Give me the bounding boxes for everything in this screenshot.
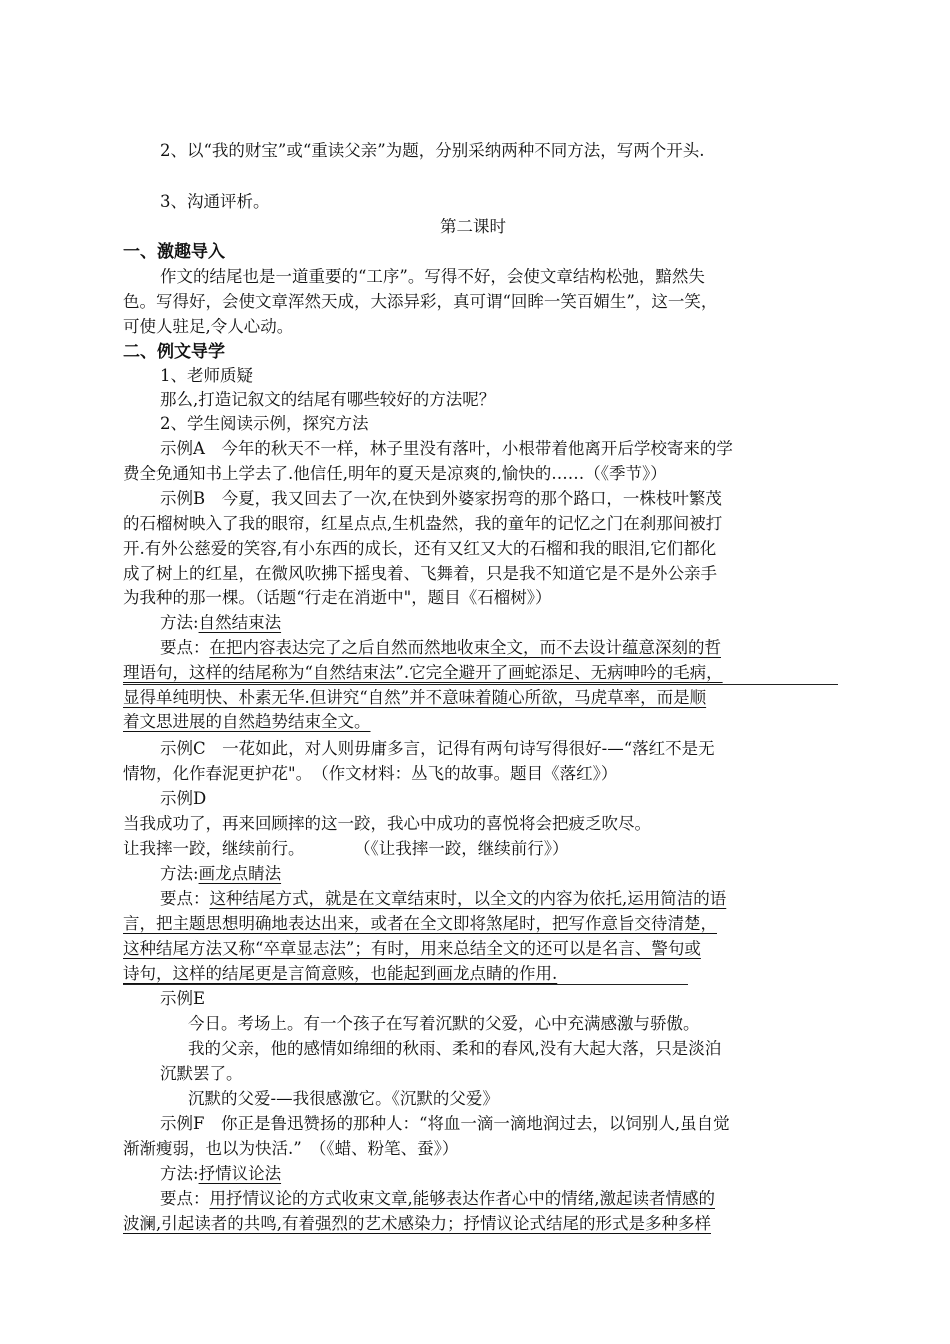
example-e-line-3: 沉默罢了。	[160, 1064, 243, 1083]
example-b-line-2: 的石榴树映入了我的眼帘，红星点点,生机盎然，我的童年的记忆之门在刹那间被打	[123, 514, 723, 533]
example-e-heading: 示例E	[160, 989, 206, 1008]
key-point-3-line-1: 要点：用抒情议论的方式收束文章,能够表达作者心中的情绪,激起读者情感的	[160, 1189, 715, 1208]
method-2-name: 画龙点睛法	[198, 864, 282, 883]
key-point-1-label: 要点：	[160, 638, 210, 657]
method-2	[160, 862, 281, 886]
example-e-line-4: 沉默的父爱-—我很感激它。《沉默的父爱》	[188, 1089, 499, 1108]
section-2-sub-2: 2、学生阅读示例，探究方法	[160, 414, 369, 433]
section-1-heading: 一、激趣导入	[123, 242, 225, 262]
example-d-line-2: 让我摔一跤，继续前行。 （《让我摔一跤，继续前行》）	[123, 839, 569, 858]
task-3-text: 3、沟通评析。	[160, 192, 270, 211]
method-1	[160, 611, 281, 635]
key-point-2-line-3: 这种结尾方法又称“卒章显志法”；有时，用来总结全文的还可以是名言、警句或	[123, 939, 701, 958]
method-2-label: 方法:	[160, 864, 199, 883]
example-f-line-2: 渐渐瘦弱，也以为快活.” （《蜡、粉笔、蚕》）	[123, 1139, 459, 1158]
example-a-line-2: 费全免通知书上学去了.他信任,明年的夏天是凉爽的,愉快的……（《季节》）	[123, 464, 667, 483]
section-2-sub-1: 1、老师质疑	[160, 366, 253, 385]
method-3-name: 抒情议论法	[198, 1164, 282, 1183]
section-2-heading: 二、例文导学	[123, 342, 225, 362]
task-2-text: 2、以“我的财宝”或“重读父亲”为题，分别采纳两种不同方法，写两个开头.	[160, 141, 705, 160]
underline-rule	[123, 684, 838, 685]
key-point-2-line-4: 诗句，这样的结尾更是言简意赅，也能起到画龙点睛的作用.	[123, 964, 558, 983]
section-1-line-3: 可使人驻足,令人心动。	[123, 317, 294, 336]
example-d-line-1: 当我成功了，再来回顾摔的这一跤，我心中成功的喜悦将会把疲乏吹尽。	[123, 814, 651, 833]
key-point-1-line-2: 理语句，这样的结尾称为“自然结束法”.它完全避开了画蛇添足、无病呻吟的毛病，	[123, 663, 723, 682]
method-1-name: 自然结束法	[198, 613, 282, 632]
method-3	[160, 1162, 281, 1186]
example-c-line-1: 示例C 一花如此，对人则毋庸多言，记得有两句诗写得很好-—“落红不是无	[160, 739, 715, 758]
underline-rule	[123, 984, 688, 985]
example-c-line-2: 情物，化作春泥更护花"。 （作文材料：丛飞的故事。题目《落红》）	[123, 764, 618, 783]
example-e-line-2: 我的父亲，他的感情如绵细的秋雨、柔和的春风,没有大起大落，只是淡泊	[188, 1039, 722, 1058]
key-point-1-line-4: 着文思进展的自然趋势结束全文。	[123, 712, 371, 731]
example-b-line-1: 示例B 今夏，我又回去了一次,在快到外婆家拐弯的那个路口，一株枝叶繁茂	[160, 489, 722, 508]
example-b-line-4: 成了树上的红星，在微风吹拂下摇曳着、飞舞着，只是我不知道它是不是外公亲手	[123, 564, 717, 583]
key-point-3-label: 要点：	[160, 1189, 210, 1208]
key-point-2-line-2: 言，把主题思想明确地表达出来，或者在全文即将煞尾时，把写作意旨交待清楚，	[123, 914, 717, 933]
example-d-heading: 示例D	[160, 789, 207, 808]
key-point-2-label: 要点：	[160, 889, 210, 908]
method-3-label: 方法:	[160, 1164, 199, 1183]
key-point-1-line-3: 显得单纯明快、朴素无华.但讲究“自然”并不意味着随心所欲，马虎草率，而是顺	[123, 688, 707, 707]
section-1-line-2: 色。写得好，会使文章浑然天成，大添异彩，真可谓“回眸一笑百媚生”，这一笑，	[123, 292, 718, 311]
example-f-line-1: 示例F 你正是鲁迅赞扬的那种人：“将血一滴一滴地润过去，以饲别人,虽自觉	[160, 1114, 730, 1133]
example-e-line-1: 今日。考场上。有一个孩子在写着沉默的父爱，心中充满感激与骄傲。	[188, 1014, 700, 1033]
key-point-1-line-1: 要点：在把内容表达完了之后自然而然地收束全文，而不去设计蕴意深刻的哲	[160, 638, 721, 657]
method-1-label: 方法:	[160, 613, 199, 632]
example-b-line-5: 为我种的那一棵。（话题“行走在消逝中"，题目《石榴树》）	[123, 588, 552, 607]
example-b-line-3: 开.有外公慈爱的笑容,有小东西的成长，还有又红又大的石榴和我的眼泪,它们都化	[123, 539, 717, 558]
lesson-title: 第二课时	[440, 217, 506, 236]
section-1-line-1: 作文的结尾也是一道重要的“工序”。写得不好，会使文章结构松弛，黯然失	[160, 267, 705, 286]
key-point-2-line-1: 要点：这种结尾方式，就是在文章结束时，以全文的内容为依托,运用简洁的语	[160, 889, 727, 908]
key-point-3-line-2: 波澜,引起读者的共鸣,有着强烈的艺术感染力；抒情议论式结尾的形式是多种多样	[123, 1214, 711, 1233]
teacher-question: 那么,打造记叙文的结尾有哪些较好的方法呢？	[160, 390, 496, 409]
example-a-line-1: 示例A 今年的秋天不一样，林子里没有落叶，小根带着他离开后学校寄来的学	[160, 439, 733, 458]
